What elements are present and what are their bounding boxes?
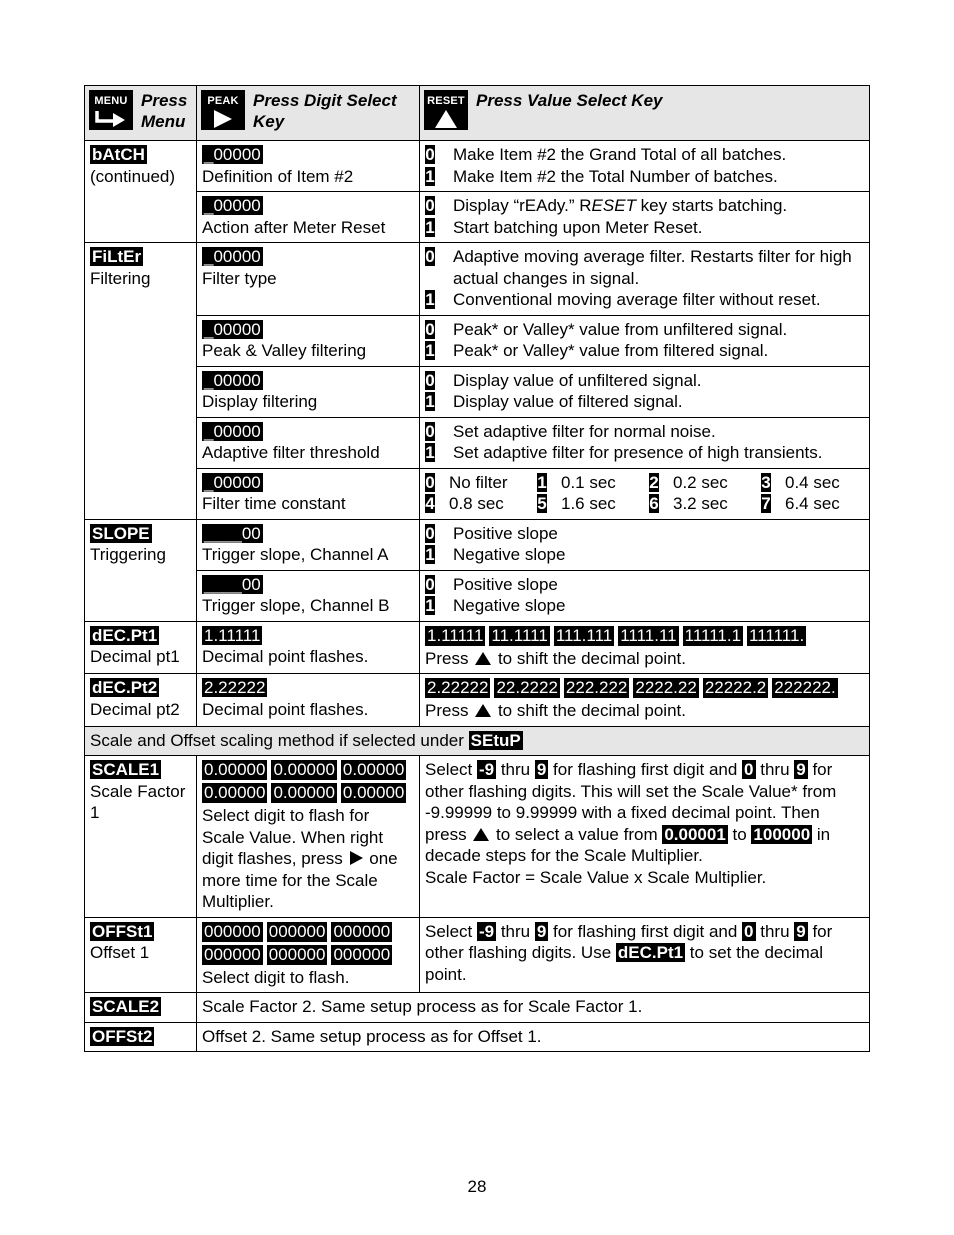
decpt1-cell (197, 621, 420, 674)
option-digit: 1 (425, 217, 435, 237)
option-digit: 0 (425, 523, 435, 543)
option-text: Display “rEAdy.” RESET key starts batching. (453, 196, 788, 215)
filter-code: FiLtEr (92, 247, 142, 266)
decpt2-cell (197, 674, 420, 727)
setting-label: Decimal point flashes. (202, 647, 369, 666)
option-digit: 0 (425, 196, 435, 215)
lcd-value: 1111.11 (620, 625, 677, 645)
lcd-display: _00000 (204, 421, 261, 441)
table-row (85, 570, 870, 621)
offset2-description: Offset 2. Same setup process as for Offset 1. (197, 1022, 870, 1052)
setting-label: Definition of Item #2 (202, 166, 354, 186)
setting-label: Peak & Valley filtering (202, 341, 367, 360)
right-triangle-icon (350, 851, 363, 865)
option-digit: 0 (425, 145, 435, 164)
table-row (85, 366, 870, 417)
slope-b-options (420, 570, 870, 621)
setting-label: Display filtering (202, 392, 318, 411)
lcd-display: _00000 (204, 370, 261, 390)
decpt2-menu-cell (85, 674, 197, 727)
lcd-value: 0.00000 (342, 783, 405, 802)
option-text: Adaptive moving average filter. Restarts filter for high actual changes in signal. (453, 247, 852, 288)
offset1-cell (197, 917, 420, 993)
table-row (85, 917, 870, 993)
option-digit: 4 (425, 494, 435, 513)
time-constant-option (761, 493, 861, 515)
option-digit: 5 (537, 494, 547, 513)
option-digit: 1 (425, 596, 435, 615)
option-text: Negative slope (453, 596, 566, 615)
scale1-desc: Scale Factor 1 (90, 781, 186, 822)
table-row (85, 674, 870, 727)
filter-type-cell (197, 243, 420, 316)
lcd-group (202, 759, 415, 805)
time-constant-option (649, 472, 761, 494)
lcd-value: 1.11111 (427, 625, 484, 645)
batch-action-cell (197, 192, 420, 243)
offset2-code: OFFSt2 (92, 1026, 153, 1046)
option-text: 0.8 sec (449, 494, 504, 513)
header-reset-cell (420, 86, 870, 141)
option-text: Start batching upon Meter Reset. (453, 217, 703, 237)
option-digit: 1 (425, 166, 435, 186)
filter-thr-cell (197, 417, 420, 468)
lcd-value: 22222.2 (704, 678, 767, 697)
header-menu-cell (85, 86, 197, 141)
time-constant-option (425, 472, 537, 494)
setting-label: Select digit to flash for Scale Value. When right digit flashes, press one more time for the Scale Multiplier. (202, 806, 398, 911)
decpt2-desc: Decimal pt2 (90, 699, 180, 719)
option-digit: 3 (761, 472, 771, 492)
option-text: Positive slope (453, 523, 558, 543)
section-heading: Scale and Offset scaling method if selected under SEtuP (85, 726, 870, 756)
slope-code: SLOPE (92, 523, 150, 543)
lcd-value: 22.2222 (496, 678, 558, 697)
scale1-cell (197, 756, 420, 918)
table-row (85, 621, 870, 674)
up-triangle-icon (475, 704, 491, 717)
option-text: 0.2 sec (673, 472, 728, 492)
option-digit: 1 (425, 290, 435, 309)
lcd-value: 2.22222 (427, 678, 489, 697)
setting-label: Filter type (202, 268, 277, 288)
filter-menu-cell (85, 243, 197, 520)
setting-label: Trigger slope, Channel B (202, 596, 390, 615)
batch-action-options (420, 192, 870, 243)
up-triangle-icon (473, 828, 489, 841)
header-menu-label: Press Menu (141, 91, 188, 131)
option-digit: 7 (761, 494, 771, 513)
table-row (85, 993, 870, 1023)
lcd-display: _00000 (204, 247, 261, 266)
batch-desc: (continued) (90, 166, 176, 186)
time-constant-option (537, 472, 649, 494)
filter-desc: Filtering (90, 268, 151, 288)
option-text: 0.4 sec (785, 472, 840, 492)
lcd-value: 11111.1 (684, 625, 742, 645)
scale2-menu-cell (85, 993, 197, 1023)
setup-table (84, 85, 870, 1052)
lcd-value: 0.00000 (273, 760, 335, 779)
time-constant-option (761, 472, 861, 494)
option-text: Make Item #2 the Total Number of batches. (453, 166, 778, 186)
lcd-group (202, 921, 415, 967)
option-text: 3.2 sec (673, 494, 728, 513)
slope-b-cell (197, 570, 420, 621)
slope-menu-cell (85, 519, 197, 621)
offset1-description: Select -9 thru 9 for flashing first digit and 0 thru 9 for other flashing digits. Use dEC.Pt1 to set the decimal point. (420, 917, 870, 993)
filter-tc-cell (197, 468, 420, 519)
filter-tc-options (420, 468, 870, 519)
decpt2-code: dEC.Pt2 (92, 678, 158, 697)
option-text: Negative slope (453, 545, 566, 564)
option-text: Set adaptive filter for normal noise. (453, 421, 716, 441)
table-row (85, 468, 870, 519)
option-text: No filter (449, 472, 508, 492)
setting-label: Action after Meter Reset (202, 217, 386, 237)
page-number: 28 (467, 1177, 487, 1196)
option-text: 0.1 sec (561, 472, 616, 492)
option-text: 1.6 sec (561, 494, 616, 513)
up-triangle-icon (475, 652, 491, 665)
scale1-menu-cell (85, 756, 197, 918)
filter-pv-cell (197, 315, 420, 366)
filter-disp-cell (197, 366, 420, 417)
lcd-display: ____00 (204, 574, 261, 594)
option-digit: 0 (425, 472, 435, 492)
lcd-value: 111111. (749, 625, 805, 645)
batch-item2-options (420, 141, 870, 192)
option-digit: 6 (649, 494, 659, 513)
lcd-value: 111.111 (555, 625, 613, 645)
option-text: 6.4 sec (785, 494, 840, 513)
decimal-values (425, 625, 865, 648)
option-digit: 0 (425, 319, 435, 339)
option-text: Make Item #2 the Grand Total of all batches. (453, 145, 787, 164)
lcd-display: _00000 (204, 145, 261, 164)
option-text: Peak* or Valley* value from unfiltered signal. (453, 319, 788, 339)
offset1-desc: Offset 1 (90, 943, 150, 962)
option-digit: 1 (425, 443, 435, 462)
filter-pv-options (420, 315, 870, 366)
table-row (85, 192, 870, 243)
option-digit: 0 (425, 247, 435, 266)
lcd-value: 000000 (268, 944, 326, 964)
lcd-display: ____00 (204, 523, 261, 543)
scale1-code: SCALE1 (92, 760, 160, 779)
scale2-description: Scale Factor 2. Same setup process as for Scale Factor 1. (197, 993, 870, 1023)
table-header (85, 86, 870, 141)
decpt1-desc: Decimal pt1 (90, 647, 180, 666)
decpt2-options (420, 674, 870, 727)
option-digit: 1 (425, 392, 435, 411)
slope-a-options (420, 519, 870, 570)
section-row (85, 726, 870, 756)
option-text: Positive slope (453, 574, 558, 594)
time-constant-grid (425, 472, 865, 515)
slope-desc: Triggering (90, 545, 166, 564)
lcd-value: 000000 (204, 921, 261, 941)
header-peak-label: Press Digit Select Key (253, 91, 397, 131)
table-row (85, 417, 870, 468)
option-digit: 2 (649, 472, 659, 492)
peak-key-icon: PEAK (201, 90, 245, 130)
slope-a-cell (197, 519, 420, 570)
option-text: Display value of unfiltered signal. (453, 370, 702, 390)
menu-key-icon: MENU (89, 90, 133, 130)
table-row (85, 141, 870, 192)
table-row (85, 315, 870, 366)
lcd-display: _00000 (204, 196, 261, 215)
offset1-code: OFFSt1 (92, 921, 153, 941)
lcd-value: 2222.22 (635, 678, 697, 697)
option-digit: 0 (425, 574, 435, 594)
lcd-value: 222.222 (565, 678, 628, 697)
setting-label: Trigger slope, Channel A (202, 545, 389, 564)
decpt1-code: dEC.Pt1 (92, 625, 158, 645)
lcd-value: 11.1111 (491, 625, 548, 645)
table-row (85, 519, 870, 570)
option-digit: 0 (425, 421, 435, 441)
setting-label: Filter time constant (202, 494, 346, 513)
decpt1-instruction: Press to shift the decimal point. (425, 648, 686, 668)
lcd-display: _00000 (204, 472, 261, 492)
table-row (85, 756, 870, 918)
lcd-value: 0.00000 (342, 760, 405, 779)
lcd-display: _00000 (204, 319, 261, 339)
decpt1-options (420, 621, 870, 674)
option-digit: 1 (537, 472, 547, 492)
option-digit: 0 (425, 370, 435, 390)
setting-label: Adaptive filter threshold (202, 443, 380, 462)
lcd-value: 222222. (774, 678, 836, 697)
time-constant-option (425, 493, 537, 515)
filter-type-options (420, 243, 870, 316)
time-constant-option (537, 493, 649, 515)
table-row (85, 1022, 870, 1052)
time-constant-option (649, 493, 761, 515)
lcd-value: 000000 (333, 944, 391, 964)
scale2-code: SCALE2 (92, 997, 160, 1016)
lcd-value: 000000 (333, 921, 391, 941)
offset2-menu-cell (85, 1022, 197, 1052)
option-text: Display value of filtered signal. (453, 392, 683, 411)
filter-thr-options (420, 417, 870, 468)
batch-menu-cell (85, 141, 197, 243)
option-text: Conventional moving average filter without reset. (453, 290, 821, 309)
table-row (85, 243, 870, 316)
lcd-value: 000000 (204, 944, 261, 964)
setup-code: SEtuP (470, 730, 521, 750)
option-digit: 1 (425, 545, 435, 564)
lcd-value: 000000 (268, 921, 326, 941)
lcd-value: 0.00000 (204, 783, 266, 802)
reset-key-icon: RESET (424, 90, 468, 130)
option-text: Set adaptive filter for presence of high transients. (453, 443, 823, 462)
setting-label: Decimal point flashes. (202, 699, 369, 719)
header-reset-label: Press Value Select Key (476, 91, 663, 110)
lcd-display: 1.11111 (204, 625, 261, 645)
option-digit: 1 (425, 341, 435, 360)
scale1-description: Select -9 thru 9 for flashing first digit and 0 thru 9 for other flashing digits. This will set the Scale Value* from -9.99999 to 9.99999 with a fixed decimal point. Then press to select a value from 0.00001 to 100000 in decade steps for the Scale Multiplier. Scale Factor = Scale Value x Scale Multiplier. (420, 756, 870, 918)
decpt1-menu-cell (85, 621, 197, 674)
lcd-value: 0.00000 (204, 760, 266, 779)
decpt2-instruction: Press to shift the decimal point. (425, 701, 686, 720)
header-peak-cell (197, 86, 420, 141)
decimal-values (425, 677, 865, 700)
offset1-menu-cell (85, 917, 197, 993)
setting-label: Select digit to flash. (202, 967, 350, 987)
lcd-value: 0.00000 (273, 783, 335, 802)
filter-disp-options (420, 366, 870, 417)
lcd-display: 2.22222 (204, 678, 266, 697)
batch-item2-cell (197, 141, 420, 192)
batch-code: bAtCH (92, 145, 145, 164)
option-text: Peak* or Valley* value from filtered signal. (453, 341, 769, 360)
